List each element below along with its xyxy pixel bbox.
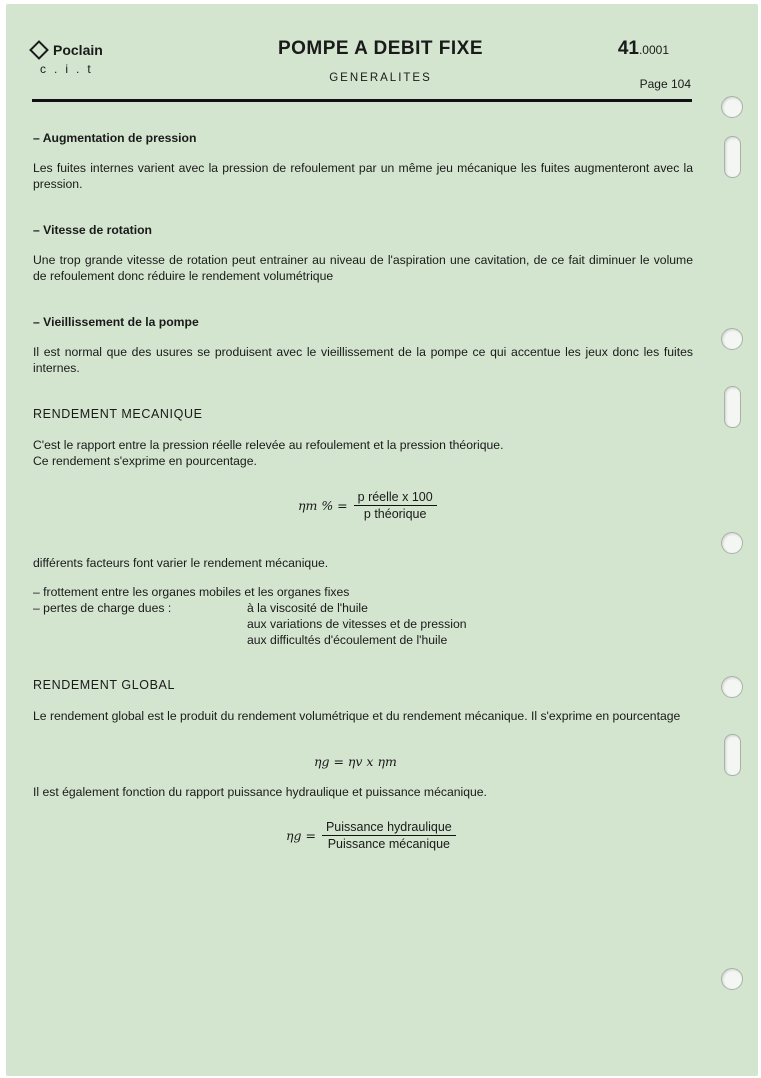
subheading-aging: – Vieillissement de la pompe [33, 315, 199, 329]
subheading-speed: – Vitesse de rotation [33, 223, 152, 237]
header-divider [32, 99, 692, 102]
binder-hole [721, 328, 743, 350]
binder-hole [724, 734, 741, 776]
subheading-pressure: – Augmentation de pression [33, 131, 197, 145]
binder-hole [721, 676, 743, 698]
formula-lhs: ηg = [286, 828, 316, 843]
paragraph-speed: Une trop grande vitesse de rotation peut entrainer au niveau de l'aspiration une cavitation, de ce fait diminuer le volume de refoulement donc réduire le rendement volumétrique [33, 253, 693, 283]
factor-subitem: à la viscosité de l'huile [247, 601, 368, 615]
binder-hole [724, 136, 741, 178]
reference-suffix: .0001 [638, 43, 669, 57]
formula-mechanical-efficiency [298, 490, 437, 521]
formula-denominator: p théorique [363, 507, 427, 521]
brand-subtitle: c.i.t [40, 62, 99, 76]
formula-denominator: Puissance mécanique [327, 837, 450, 851]
binder-hole [724, 386, 741, 428]
brand-name: Poclain [53, 42, 103, 58]
formula-fraction [354, 490, 437, 521]
paragraph-pressure: Les fuites internes varient avec la pression de refoulement par un même jeu mécanique les fuites augmenteront avec la pression. [33, 161, 693, 191]
formula-fraction [322, 820, 456, 851]
formula-text: ηg = ηv x ηm [314, 754, 397, 769]
section-heading-global: RENDEMENT GLOBAL [33, 678, 176, 692]
formula-numerator: Puissance hydraulique [322, 820, 456, 836]
formula-global-power [286, 820, 456, 851]
binder-hole [721, 96, 743, 118]
formula-lhs: ηm % = [298, 498, 348, 513]
paragraph-mechanical-2: Ce rendement s'exprime en pourcentage. [33, 454, 257, 468]
paragraph-global: Le rendement global est le produit du rendement volumétrique et du rendement mécanique. Il s'exprime en pourcentage [33, 709, 681, 723]
factor-item: – frottement entre les organes mobiles et les organes fixes [33, 585, 350, 599]
formula-numerator: p réelle x 100 [354, 490, 437, 506]
paragraph-factors: différents facteurs font varier le rendement mécanique. [33, 556, 329, 570]
factor-subitem: aux difficultés d'écoulement de l'huile [247, 633, 448, 647]
factor-subitem: aux variations de vitesses et de pression [247, 617, 467, 631]
page-number: Page 104 [639, 77, 691, 91]
document-title: POMPE A DEBIT FIXE [277, 38, 483, 59]
paragraph-aging: Il est normal que des usures se produisent avec le vieillissement de la pompe ce qui accentue les jeux donc les fuites internes. [33, 345, 693, 375]
section-heading-mechanical: RENDEMENT MECANIQUE [33, 407, 203, 421]
paragraph-mechanical-1: C'est le rapport entre la pression réelle relevée au refoulement et la pression théorique. [33, 438, 504, 452]
binder-hole [721, 532, 743, 554]
document-subtitle: GENERALITES [329, 72, 432, 84]
binder-hole [721, 968, 743, 990]
reference-number: 41 [617, 38, 639, 59]
factor-item: – pertes de charge dues : [33, 601, 172, 615]
paragraph-global-2: Il est également fonction du rapport puissance hydraulique et puissance mécanique. [33, 785, 487, 799]
formula-global-product [314, 754, 397, 769]
document-reference [618, 38, 669, 60]
